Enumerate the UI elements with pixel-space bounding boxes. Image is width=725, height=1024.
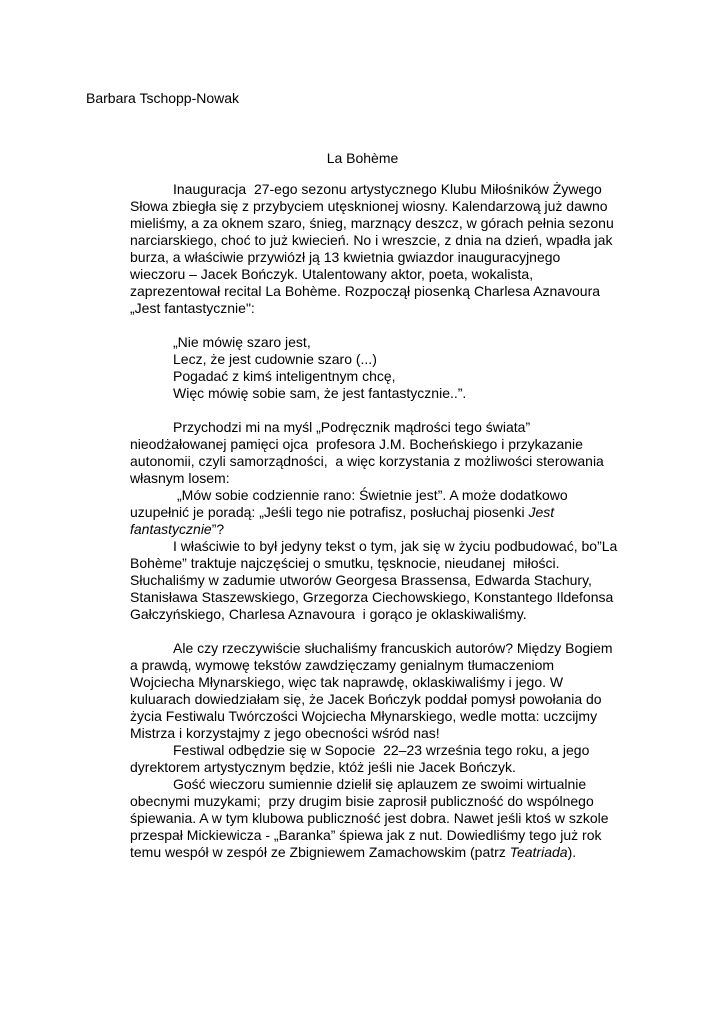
article-title: La Bohème	[326, 150, 399, 166]
text-line: Festiwal odbędzie się w Sopocie 22–23 września tego roku, a jego	[173, 742, 590, 758]
text-line	[130, 521, 224, 538]
text-line: życia Festiwalu Twórczości Wojciecha Młynarskiego, wedle motta: uczcijmy	[130, 708, 598, 724]
text-line	[130, 844, 576, 861]
text-line: Mistrza i korzystajmy z jego obecności wśród nas!	[130, 725, 440, 741]
quote-line: Więc mówię sobie sam, że jest fantastycznie..”.	[173, 385, 467, 401]
text-line: dyrektorem artystycznym będzie, któż jeśli nie Jacek Bończyk.	[130, 759, 516, 775]
author-name: Barbara Tschopp-Nowak	[86, 90, 240, 106]
quote-line: Lecz, że jest cudownie szaro (...)	[173, 351, 377, 367]
text-line: kuluarach dowiedziałam się, że Jacek Bończyk poddał pomysł powołania do	[130, 691, 602, 707]
text-line: burza, a właściwie przywiózł ją 13 kwietnia gwiazdor inauguracyjnego	[130, 249, 561, 265]
text-run: ).	[567, 844, 577, 860]
text-line: zaprezentował recital La Bohème. Rozpoczął piosenką Charlesa Aznavoura	[130, 283, 601, 299]
text-line	[130, 504, 554, 521]
text-line: Słowa zbiegła się z przybyciem utęsknionej wiosny. Kalendarzową już dawno	[130, 198, 608, 214]
text-line: wieczoru – Jacek Bończyk. Utalentowany aktor, poeta, wokalista,	[130, 266, 534, 282]
text-line: Stanisława Staszewskiego, Grzegorza Ciechowskiego, Konstantego Ildefonsa	[130, 589, 614, 605]
song-title-italic: fantastycznie	[130, 521, 212, 537]
text-run: uzupełnić je poradą: „Jeśli tego nie potrafisz, posłuchaj piosenki	[130, 504, 529, 520]
text-line: obecnymi muzykami; przy drugim bisie zaprosił publiczność do wspólnego	[130, 793, 594, 809]
text-line: autonomii, czyli samorządności, a więc korzystania z możliwości sterowania	[130, 453, 604, 469]
text-line: własnym losem:	[130, 470, 230, 486]
text-line: Ale czy rzeczywiście słuchaliśmy francuskich autorów? Między Bogiem	[173, 640, 613, 656]
text-line: mieliśmy, a za oknem szaro, śnieg, marznący deszcz, w górach pełnia sezonu	[130, 215, 614, 231]
quote-line: „Nie mówię szaro jest,	[173, 334, 311, 350]
text-line: Gałczyńskiego, Charlesa Aznavoura i gorąco je oklaskiwaliśmy.	[130, 606, 527, 622]
text-line: Inauguracja 27-ego sezonu artystycznego Klubu Miłośników Żywego	[173, 181, 602, 197]
text-run: temu wespół w zespół ze Zbigniewem Zamachowskim (patrz	[130, 844, 510, 860]
quote-line: Pogadać z kimś inteligentnym chcę,	[173, 368, 396, 384]
title-italic: Teatriada	[509, 844, 568, 860]
text-line: I właściwie to był jedyny tekst o tym, jak się w życiu podbudować, bo”La	[173, 538, 618, 554]
text-line: przespał Mickiewicza - „Baranka” śpiewa jak z nut. Dowiedliśmy tego już rok	[130, 827, 602, 843]
text-run: ”?	[211, 521, 225, 537]
song-title-italic: Jest	[528, 504, 555, 520]
text-line: Przychodzi mi na myśl „Podręcznik mądrości tego świata”	[173, 419, 531, 435]
text-line: „Mów sobie codziennie rano: Świetnie jest”. A może dodatkowo	[177, 487, 568, 503]
text-line: Słuchaliśmy w zadumie utworów Georgesa Brassensa, Edwarda Stachury,	[130, 572, 592, 588]
text-line: a prawdą, wymowę tekstów zawdzięczamy genialnym tłumaczeniom	[130, 657, 555, 673]
text-line: nieodżałowanej pamięci ojca profesora J.M. Bocheńskiego i przykazanie	[130, 436, 583, 452]
text-line: Wojciecha Młynarskiego, więc tak naprawdę, oklaskiwaliśmy i jego. W	[130, 674, 564, 690]
text-line: Gość wieczoru sumiennie dzielił się aplauzem ze swoimi wirtualnie	[173, 776, 587, 792]
text-line: „Jest fantastycznie":	[130, 300, 255, 316]
text-line: śpiewania. A w tym klubowa publiczność jest dobra. Nawet jeśli ktoś w szkole	[130, 810, 609, 826]
text-line: narciarskiego, choć to już kwiecień. No i wreszcie, z dnia na dzień, wpadła jak	[130, 232, 613, 248]
text-line: Bohème” traktuje najczęściej o smutku, tęsknocie, nieudanej miłości.	[130, 555, 560, 571]
